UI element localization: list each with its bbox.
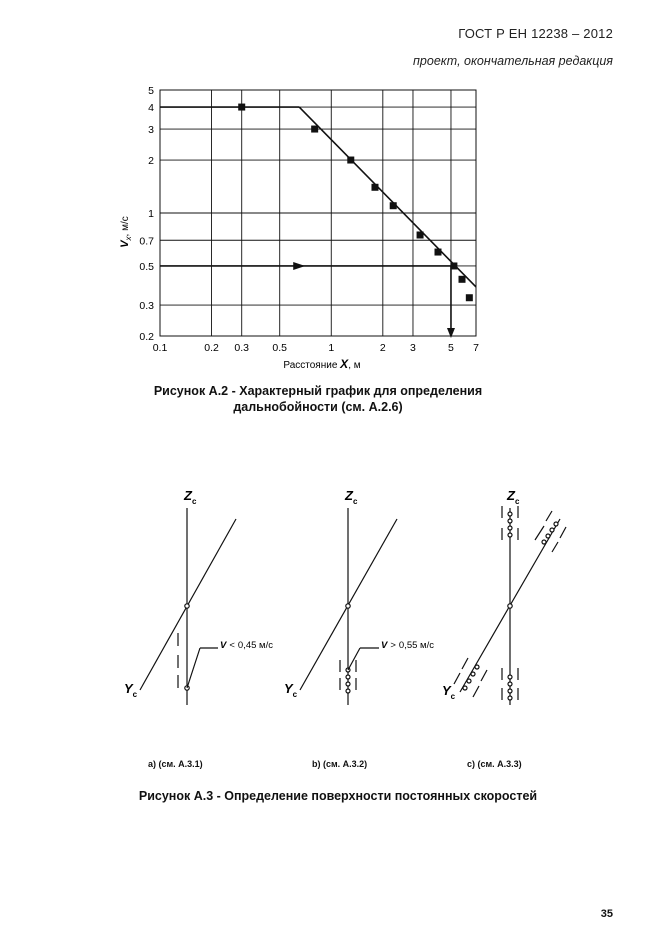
- figure-a2-caption-line2: дальнобойности (см. А.2.6): [233, 400, 403, 414]
- x-tick-label: 0.2: [204, 342, 219, 354]
- data-point: [238, 104, 245, 111]
- x-tick-label: 7: [473, 342, 479, 354]
- panel-a-leader: [187, 648, 200, 688]
- y-tick-label: 5: [148, 85, 154, 97]
- figure-a3-panel-a: [140, 508, 236, 705]
- x-tick-label: 3: [410, 342, 416, 354]
- y-tick-label: 0.5: [139, 260, 154, 273]
- chart-tick-labels: [139, 85, 479, 354]
- x-tick-label: 1: [328, 342, 335, 354]
- figure-a3-caption: Рисунок А.3 - Определение поверхности постоянных скоростей: [138, 789, 538, 803]
- panel-a-caption: a) (см. А.3.1): [148, 759, 203, 769]
- y-tick-label: 1: [148, 208, 154, 220]
- panel-b-caption: b) (см. А.3.2): [312, 759, 368, 769]
- y-tick-label: 0.3: [139, 300, 154, 313]
- figure-a3-panel-b: [300, 508, 397, 705]
- data-point: [371, 184, 378, 191]
- x-tick-label: 0.1: [152, 342, 168, 354]
- panel-c-origin: [508, 604, 512, 608]
- data-point: [466, 294, 473, 301]
- panel-c-caption: c) (см. А.3.3): [467, 759, 522, 769]
- x-tick-label: 5: [448, 342, 454, 354]
- panel-a-velocity-label: V < 0,45 м/с: [220, 640, 273, 651]
- x-tick-label: 0.5: [272, 342, 288, 354]
- x-axis-label: Расстояние X, м: [283, 357, 361, 371]
- y-tick-label: 0.7: [139, 235, 154, 248]
- panel-a-origin: [185, 604, 189, 608]
- data-point: [417, 231, 424, 238]
- panel-b-velocity-label: V > 0,55 м/с: [381, 640, 434, 651]
- y-tick-label: 4: [148, 102, 154, 115]
- panel-a-y-label: $Y_c$: [124, 681, 138, 699]
- panel-c-z-label: $Z_c$: [507, 488, 520, 506]
- data-point: [450, 262, 457, 269]
- panel-c-y-label: $Y_c$: [442, 683, 456, 701]
- data-point: [435, 249, 442, 256]
- data-point: [390, 202, 397, 209]
- x-tick-label: 2: [379, 342, 386, 354]
- data-point: [347, 157, 354, 164]
- data-point: [459, 276, 466, 283]
- figure-a2-caption-line1: Рисунок А.2 - Характерный график для определения: [153, 384, 483, 398]
- chart-fit-line: [299, 107, 476, 287]
- figure-a2-caption: [118, 383, 518, 415]
- document-standard-code: ГОСТ Р ЕН 12238 – 2012: [458, 26, 613, 41]
- page-number: 35: [600, 908, 613, 920]
- y-axis-label: $V_x$, м/с: [119, 216, 133, 248]
- document-status: проект, окончательная редакция: [413, 54, 613, 68]
- y-tick-label: 2: [148, 155, 154, 168]
- y-tick-label: 3: [148, 124, 154, 137]
- y-tick-label: 0.2: [139, 331, 154, 343]
- panel-b-origin: [346, 604, 350, 608]
- horizontal-arrow-head: [293, 262, 305, 270]
- figure-a3-panel-c: [454, 506, 566, 705]
- panel-b-y-label: $Y_c$: [284, 681, 298, 699]
- panel-b-z-label: $Z_c$: [345, 488, 358, 506]
- panel-b-leader: [348, 648, 360, 670]
- panel-a-z-label: $Z_c$: [184, 488, 197, 506]
- fit-line: [299, 107, 476, 287]
- chart-points: [238, 104, 473, 302]
- x-tick-label: 0.3: [234, 342, 250, 354]
- data-point: [311, 126, 318, 133]
